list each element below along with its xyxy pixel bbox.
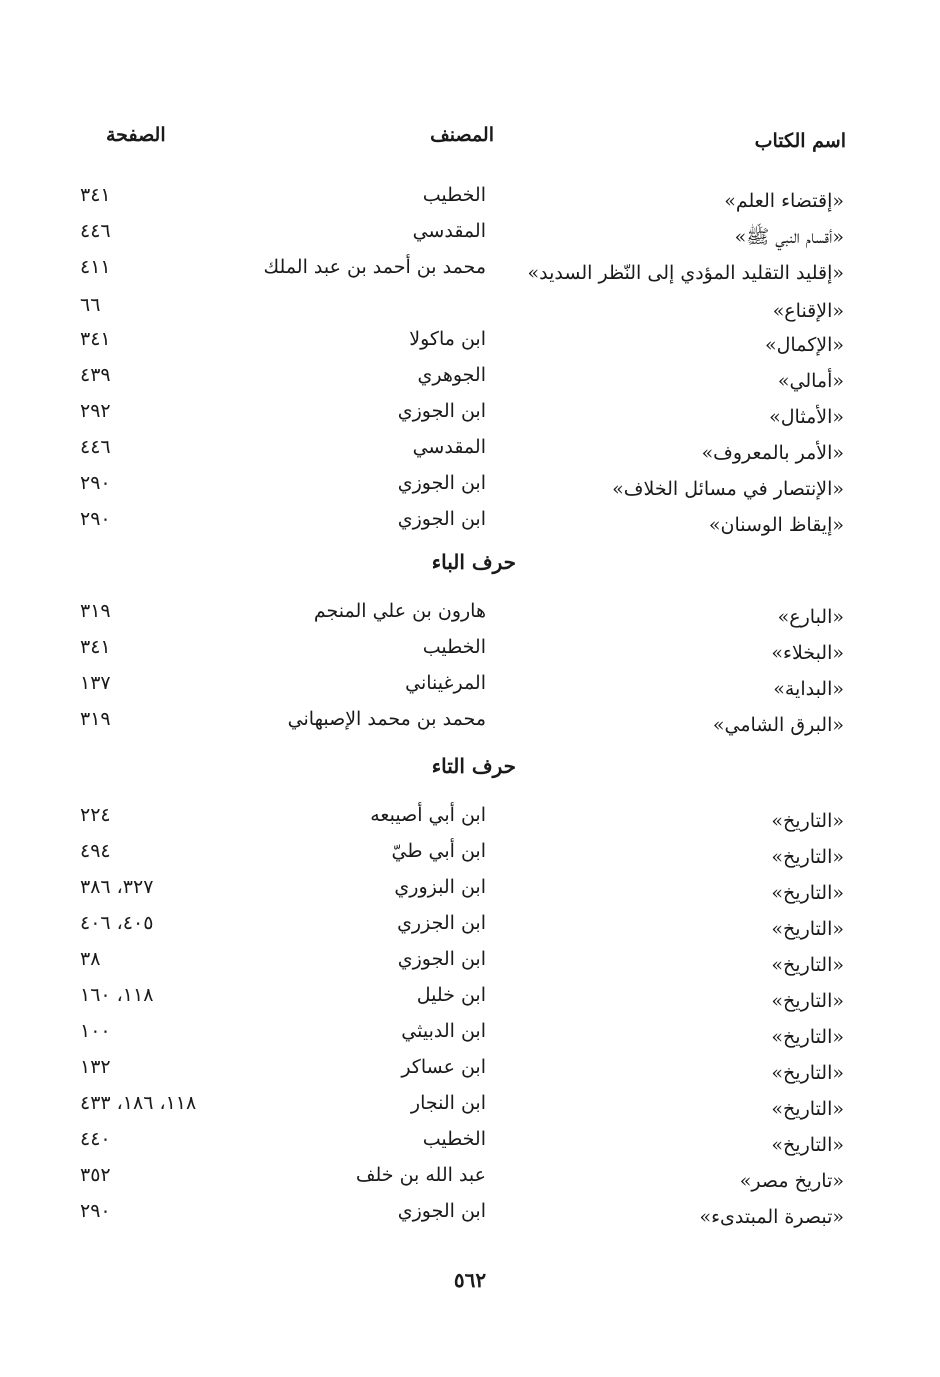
index-row — [0, 1016, 940, 1052]
book-title: «التاريخ» — [771, 918, 844, 940]
index-row — [0, 908, 940, 944]
author-name: ابن أبي طيّ — [391, 840, 486, 862]
book-title: «تاريخ مصر» — [739, 1170, 844, 1192]
index-row — [0, 1088, 940, 1124]
author-name: ابن الجوزي — [397, 508, 486, 530]
page-ref: ١٣٧ — [80, 672, 111, 694]
book-title: «التاريخ» — [771, 810, 844, 832]
page-ref: ٣٥٢ — [80, 1164, 111, 1186]
index-row — [0, 1196, 940, 1232]
author-name: الخطيب — [422, 1128, 486, 1150]
author-name: ابن عساكر — [401, 1056, 486, 1078]
book-title: «أمالي» — [777, 370, 844, 392]
page-ref: ٣٢٧، ٣٨٦ — [80, 876, 154, 898]
page-ref: ١٣٢ — [80, 1056, 111, 1078]
book-title: «الأمثال» — [769, 406, 844, 428]
page-ref: ٢٩٠ — [80, 1200, 111, 1222]
author-name: محمد بن أحمد بن عبد الملك — [263, 256, 486, 278]
author-name: محمد بن محمد الإصبهاني — [287, 708, 486, 730]
book-title: «التاريخ» — [771, 954, 844, 976]
author-name: ابن ماكولا — [409, 328, 486, 350]
author-name: المقدسي — [412, 220, 486, 242]
index-row — [0, 432, 940, 468]
author-name: الخطيب — [422, 184, 486, 206]
page-ref: ٣٤١ — [80, 328, 111, 350]
page-ref: ٣٤١ — [80, 636, 111, 658]
author-name: ابن خليل — [416, 984, 486, 1006]
book-title: «التاريخ» — [771, 1134, 844, 1156]
author-name: عبد الله بن خلف — [355, 1164, 486, 1186]
index-row — [0, 1124, 940, 1160]
book-title: «أقسام النبي ﷺ» — [734, 226, 844, 248]
page-ref: ٣٨ — [80, 948, 101, 970]
page-ref: ٤٣٩ — [80, 364, 111, 386]
author-name: ابن الجزري — [397, 912, 486, 934]
index-row — [0, 1160, 940, 1196]
header-page: الصفحة — [106, 124, 166, 146]
page-ref: ٤٤٠ — [80, 1128, 111, 1150]
book-title: «إيقاظ الوسنان» — [708, 514, 844, 536]
page-ref: ١١٨، ١٦٠ — [80, 984, 154, 1006]
page-ref: ٤٤٦ — [80, 436, 111, 458]
book-title: «التاريخ» — [771, 1026, 844, 1048]
index-row — [0, 180, 940, 216]
page-ref: ٤٤٦ — [80, 220, 111, 242]
author-name: هارون بن علي المنجم — [313, 600, 486, 622]
index-row — [0, 632, 940, 668]
page-ref: ٤٩٤ — [80, 840, 111, 862]
index-row — [0, 216, 940, 252]
index-row — [0, 800, 940, 836]
header-author: المصنف — [430, 124, 494, 146]
index-row — [0, 324, 940, 360]
index-row — [0, 360, 940, 396]
index-row — [0, 468, 940, 504]
author-name: ابن النجار — [410, 1092, 486, 1114]
author-name: المرغيناني — [405, 672, 486, 694]
index-row — [0, 872, 940, 908]
index-row — [0, 252, 940, 288]
book-title: «إقليد التقليد المؤدي إلى النّظر السديد» — [527, 262, 844, 284]
index-row — [0, 944, 940, 980]
page-ref: ١١٨، ١٨٦، ٤٣٣ — [80, 1092, 197, 1114]
author-name: المقدسي — [412, 436, 486, 458]
page-ref: ٣١٩ — [80, 600, 111, 622]
book-title: «التاريخ» — [771, 1062, 844, 1084]
header-book-title: اسم الكتاب — [754, 130, 846, 152]
author-name: ابن الجوزي — [397, 472, 486, 494]
book-title: «البخلاء» — [771, 642, 844, 664]
page-ref: ٢٩٢ — [80, 400, 111, 422]
book-title: «الإنتصار في مسائل الخلاف» — [612, 478, 844, 500]
author-name: الخطيب — [422, 636, 486, 658]
author-name: ابن أبي أصيبعه — [370, 804, 486, 826]
book-title: «البارع» — [777, 606, 844, 628]
page-ref: ٢٩٠ — [80, 508, 111, 530]
page-ref: ٢٢٤ — [80, 804, 111, 826]
book-title: «الإقناع» — [772, 300, 844, 322]
book-title: «التاريخ» — [771, 882, 844, 904]
page-number: ٥٦٢ — [453, 1268, 487, 1292]
index-row — [0, 396, 940, 432]
book-title: «البداية» — [773, 678, 844, 700]
index-row — [0, 704, 940, 740]
book-title: «الإكمال» — [765, 334, 844, 356]
index-row — [0, 668, 940, 704]
page-ref: ٣٤١ — [80, 184, 111, 206]
page-ref: ٣١٩ — [80, 708, 111, 730]
page-ref: ٢٩٠ — [80, 472, 111, 494]
book-title: «الأمر بالمعروف» — [701, 442, 844, 464]
author-name: ابن البزوري — [394, 876, 486, 898]
page-ref: ٤١١ — [80, 256, 111, 278]
author-name: الجوهري — [417, 364, 486, 386]
index-row — [0, 504, 940, 540]
author-name: ابن الجوزي — [397, 400, 486, 422]
author-name: ابن الدبيثي — [401, 1020, 486, 1042]
book-title: «التاريخ» — [771, 990, 844, 1012]
index-row — [0, 1052, 940, 1088]
index-row — [0, 596, 940, 632]
book-title: «البرق الشامي» — [712, 714, 844, 736]
index-row — [0, 836, 940, 872]
book-title: «التاريخ» — [771, 1098, 844, 1120]
book-title: «تبصرة المبتدىء» — [699, 1206, 844, 1228]
author-name: ابن الجوزي — [397, 1200, 486, 1222]
page-ref: ١٠٠ — [80, 1020, 111, 1042]
author-name: ابن الجوزي — [397, 948, 486, 970]
page-ref: ٤٠٥، ٤٠٦ — [80, 912, 154, 934]
section-heading: حرف التاء — [431, 754, 516, 778]
index-row — [0, 290, 940, 326]
book-title: «إقتضاء العلم» — [724, 190, 844, 212]
page-ref: ٦٦ — [80, 294, 101, 316]
index-row — [0, 980, 940, 1016]
book-title: «التاريخ» — [771, 846, 844, 868]
section-heading: حرف الباء — [431, 550, 516, 574]
